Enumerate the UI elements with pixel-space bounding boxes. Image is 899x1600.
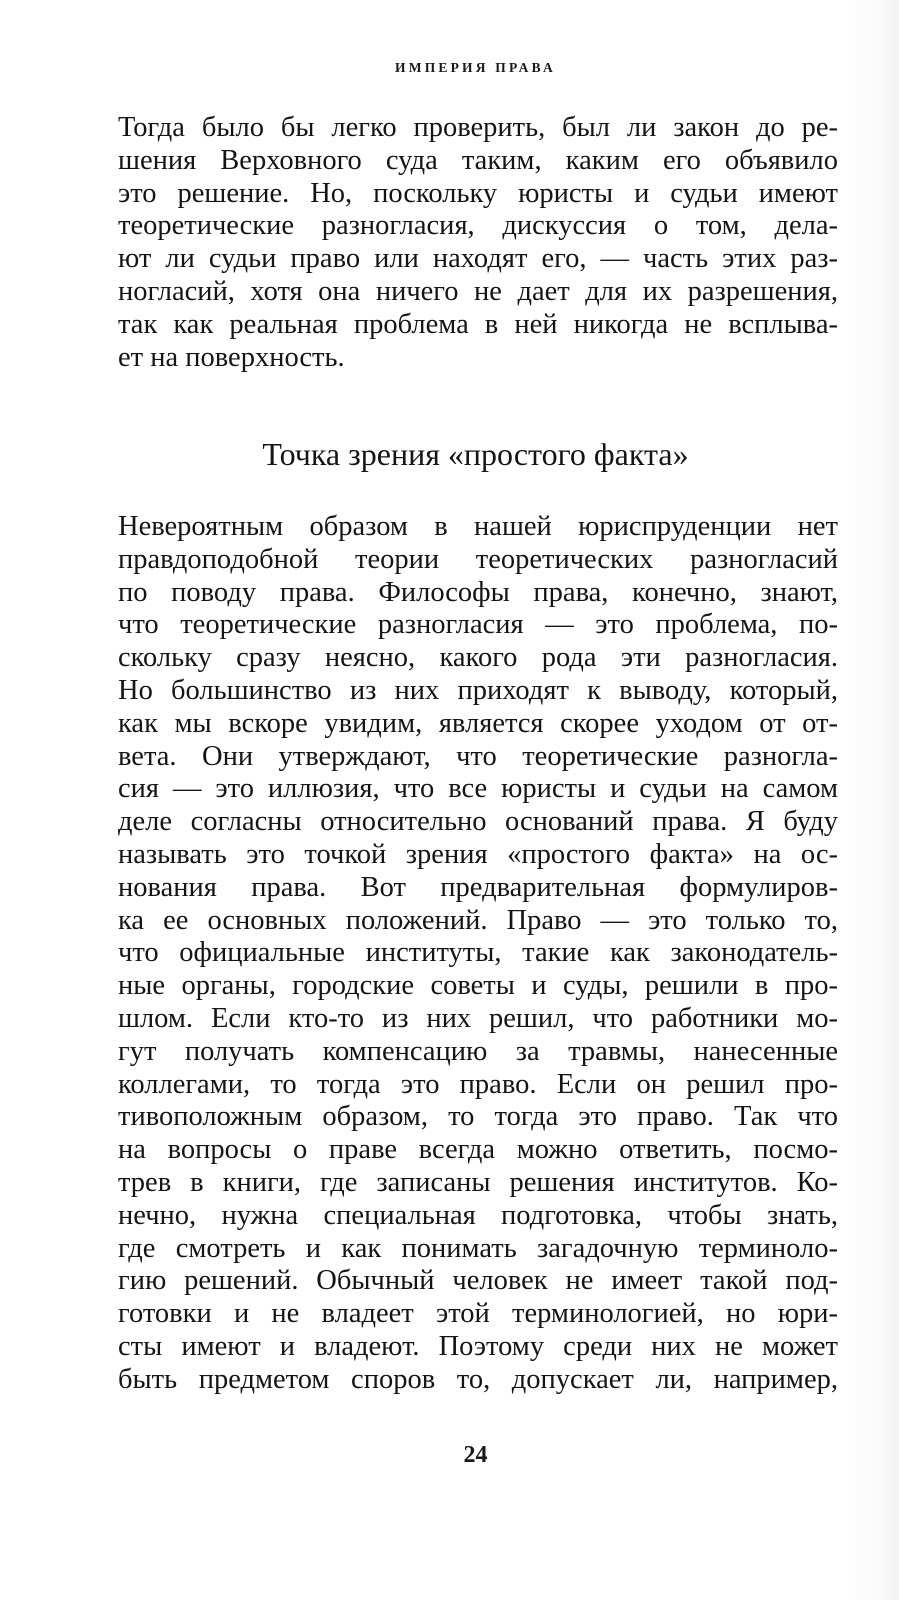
text-line: так как реальная проблема в ней никогда не всплыва- (118, 308, 838, 340)
text-line: готовки и не владеет этой терминологией, но юри- (118, 1298, 838, 1330)
text-line: где смотреть и как понимать загадочную терминоло- (118, 1232, 838, 1264)
page-edge-shadow (845, 0, 899, 1600)
text-line: ет на поверхность. (118, 341, 345, 373)
text-line: Но большинство из них приходят к выводу, который, (118, 674, 838, 706)
text-line: трев в книги, где записаны решения институтов. Ко- (118, 1166, 838, 1198)
text-line: шлом. Если кто-то из них решил, что работники мо- (118, 1002, 838, 1034)
text-line: гию решений. Обычный человек не имеет такой под- (118, 1265, 838, 1297)
text-line: шения Верховного суда таким, каким его объявило (118, 144, 838, 176)
text-line: теоретические разногласия, дискуссия о том, дела- (118, 210, 838, 242)
text-line: ка ее основных положений. Право — это только то, (118, 904, 838, 936)
text-line: правдоподобной теории теоретических разногласий (118, 543, 838, 575)
running-head: ИМПЕРИЯ ПРАВА (395, 60, 556, 75)
text-line: на вопросы о праве всегда можно ответить, посмо- (118, 1134, 838, 1166)
text-line: коллегами, то тогда это право. Если он решил про- (118, 1068, 838, 1100)
text-line: это решение. Но, поскольку юристы и судьи имеют (118, 177, 838, 209)
text-line: как мы вскоре увидим, является скорее уходом от от- (118, 707, 838, 739)
text-line: деле согласны относительно оснований права. Я буду (118, 806, 838, 838)
text-line: гут получать компенсацию за травмы, нанесенные (118, 1035, 838, 1067)
text-line: Невероятным образом в нашей юриспруденции нет (118, 511, 838, 542)
text-line: сия — это иллюзия, что все юристы и судьи на самом (118, 773, 838, 805)
text-line: нования права. Вот предварительная формулиров- (118, 871, 838, 903)
text-line: ют ли судьи право или находят его, — часть этих раз- (118, 243, 838, 275)
text-line: называть это точкой зрения «простого факта» на ос- (118, 838, 838, 870)
text-line: по поводу права. Философы права, конечно, знают, (118, 576, 838, 608)
text-line: Тогда было бы легко проверить, был ли закон до ре- (118, 112, 838, 143)
paragraph-2 (118, 511, 838, 1397)
text-line: тивоположным образом, то тогда это право. Так что (118, 1101, 838, 1133)
page-number: 24 (463, 1442, 488, 1468)
text-line: сты имеют и владеют. Поэтому среди них не может (118, 1330, 838, 1362)
text-line: нечно, нужна специальная подготовка, чтобы знать, (118, 1199, 838, 1231)
section-title: Точка зрения «простого факта» (262, 436, 689, 472)
text-line: вета. Они утверждают, что теоретические разногла- (118, 740, 838, 772)
paragraph-1 (118, 112, 838, 374)
text-line: что теоретические разногласия — это проблема, по- (118, 609, 838, 641)
text-line: ногласий, хотя она ничего не дает для их разрешения, (118, 275, 838, 307)
text-line: скольку сразу неясно, какого рода эти разногласия. (118, 642, 838, 674)
text-line: быть предметом споров то, допускает ли, например, (118, 1363, 838, 1395)
text-line: ные органы, городские советы и суды, решили в про- (118, 970, 838, 1002)
text-line: что официальные институты, такие как законодатель- (118, 937, 838, 969)
